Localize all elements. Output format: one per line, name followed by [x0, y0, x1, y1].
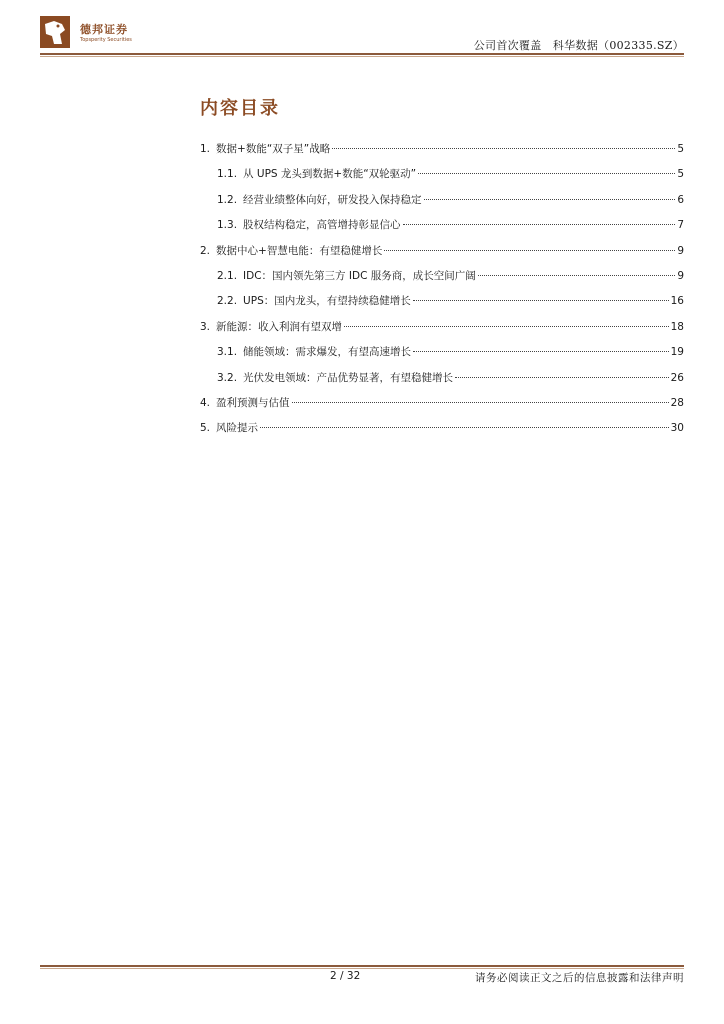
toc-entry-number: 2.2.	[217, 295, 238, 308]
toc-entry[interactable]	[217, 190, 684, 206]
toc-entry-title: 储能领域：需求爆发，有望高速增长	[243, 346, 412, 359]
toc-title: 内容目录	[200, 98, 280, 119]
toc-leader-dots	[332, 136, 675, 149]
toc-leader-dots	[418, 161, 675, 174]
toc-entry-number: 2.1.	[217, 270, 238, 282]
toc-leader-dots	[260, 415, 669, 428]
toc-entry[interactable]	[200, 241, 684, 257]
toc-entry-number: 3.	[200, 320, 211, 333]
toc-entry-page: 18	[670, 320, 684, 333]
company-logo	[40, 16, 150, 48]
footer-disclaimer: 请务必阅读正文之后的信息披露和法律声明	[475, 972, 684, 984]
header-rule-thin	[40, 56, 684, 57]
toc-leader-dots	[424, 187, 676, 200]
toc-entry-number: 2.	[200, 244, 211, 257]
toc-leader-dots	[403, 212, 676, 225]
toc-entry-title: 风险提示	[216, 422, 259, 435]
toc-leader-dots	[292, 390, 669, 403]
toc-entry-title: 股权结构稳定，高管增持彰显信心	[243, 219, 401, 232]
toc-entry-page: 30	[670, 422, 684, 435]
toc-leader-dots	[455, 365, 669, 378]
toc-entry-page: 7	[677, 219, 684, 232]
footer-rule	[40, 965, 684, 967]
toc-entry[interactable]	[200, 418, 684, 434]
toc-entry-number: 1.1.	[217, 168, 238, 181]
toc-entry-page: 16	[670, 295, 684, 308]
toc-entry-title: 盈利预测与估值	[216, 397, 290, 409]
toc-entry[interactable]	[217, 266, 684, 282]
header-rule	[40, 53, 684, 55]
toc-entry-number: 1.	[200, 143, 211, 155]
toc-entry-number: 4.	[200, 397, 211, 409]
toc-entry-title: IDC：国内领先第三方 IDC 服务商，成长空间广阔	[243, 270, 476, 282]
toc-entry[interactable]	[200, 393, 684, 409]
toc-entry-number: 3.2.	[217, 371, 238, 384]
toc-leader-dots	[413, 288, 669, 301]
toc-entry[interactable]	[200, 317, 684, 333]
logo-chinese-name: 德邦证券	[80, 23, 128, 36]
toc-entry-page: 28	[670, 397, 684, 409]
toc-entry-title: 数据+数能“双子星”战略	[216, 143, 331, 155]
toc-entry-number: 3.1.	[217, 346, 238, 359]
toc-entry-number: 5.	[200, 422, 211, 435]
toc-entry-title: 新能源：收入利润有望双增	[216, 320, 343, 333]
toc-entry-page: 26	[670, 371, 684, 384]
toc-entry-title: 经营业绩整体向好，研发投入保持稳定	[243, 193, 422, 206]
toc-entry-number: 1.2.	[217, 193, 238, 206]
toc-entry-page: 5	[677, 143, 684, 155]
toc-entry[interactable]	[200, 139, 684, 155]
toc-leader-dots	[478, 263, 676, 276]
toc-entry-page: 19	[670, 346, 684, 359]
report-info: 公司首次覆盖 科华数据（002335.SZ）	[473, 39, 684, 52]
toc-entry[interactable]	[217, 291, 684, 307]
toc-leader-dots	[413, 339, 669, 352]
toc-entry[interactable]	[217, 215, 684, 231]
footer-rule-thin	[40, 968, 684, 969]
toc-entry-page: 5	[677, 168, 684, 181]
toc-entry-page: 9	[677, 244, 684, 257]
toc-entry-title: UPS：国内龙头，有望持续稳健增长	[243, 295, 411, 308]
toc-entry-title: 光伏发电领域：产品优势显著，有望稳健增长	[243, 371, 454, 384]
page-number: 2 / 32	[330, 970, 361, 982]
toc-entry[interactable]	[217, 164, 684, 180]
toc-entry-page: 9	[677, 270, 684, 282]
logo-mark-icon	[40, 16, 70, 48]
toc-entry[interactable]	[217, 368, 684, 384]
toc-entry-page: 6	[677, 193, 684, 206]
toc-entry-title: 数据中心+智慧电能：有望稳健增长	[216, 244, 383, 257]
toc-entry-title: 从 UPS 龙头到数据+数能“双轮驱动”	[243, 168, 417, 181]
logo-english-name: Topsperity Securities	[80, 37, 132, 43]
toc-entry-number: 1.3.	[217, 219, 238, 232]
toc-leader-dots	[384, 238, 675, 251]
toc-entry[interactable]	[217, 342, 684, 358]
toc-leader-dots	[344, 314, 669, 327]
